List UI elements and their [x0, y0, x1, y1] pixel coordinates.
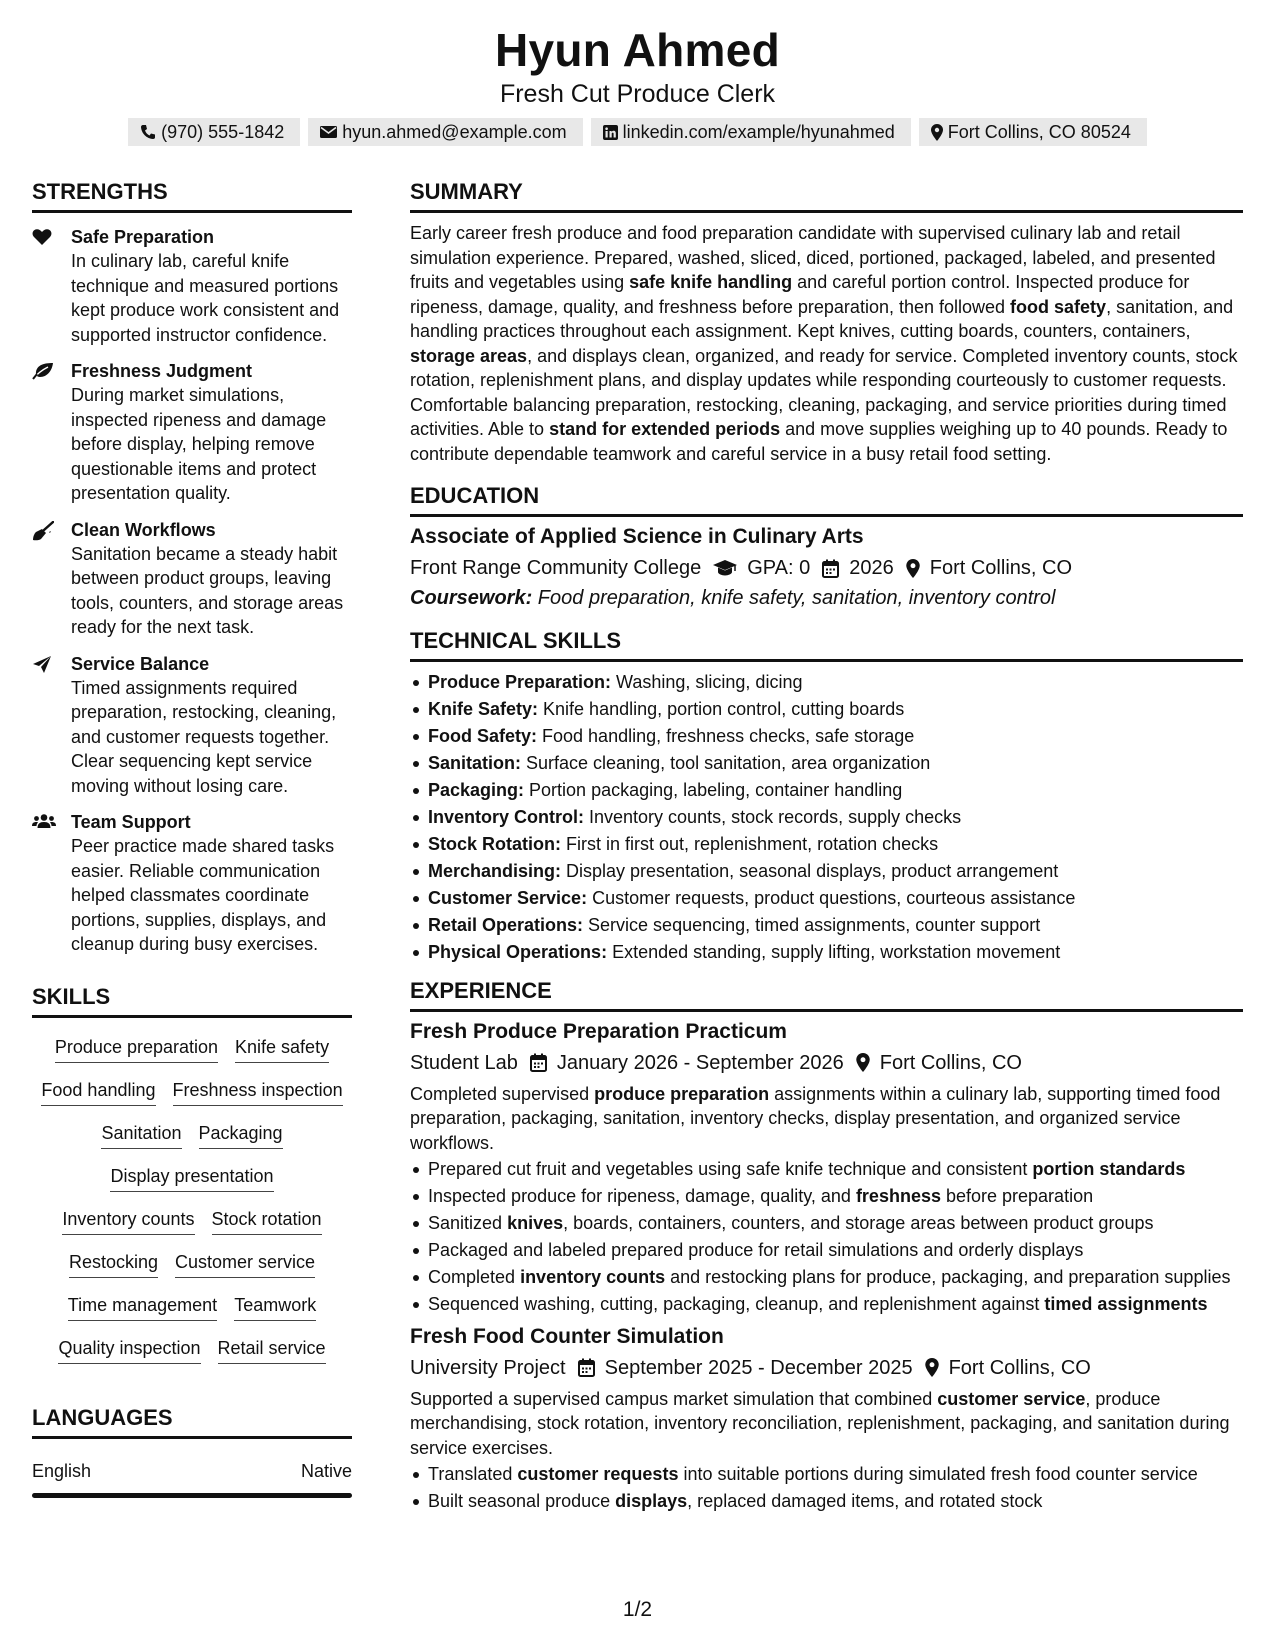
graduation-year: 2026 — [849, 557, 894, 579]
map-pin-icon — [906, 559, 920, 578]
technical-skill-label: Retail Operations: — [428, 915, 584, 935]
job-bullet — [410, 1265, 1243, 1290]
candidate-name: Hyun Ahmed — [495, 24, 780, 76]
strength-item — [32, 652, 352, 799]
location-text: Fort Collins, CO 80524 — [947, 121, 1131, 142]
skill-tag: Sanitation — [101, 1121, 181, 1149]
degree-title: Associate of Applied Science in Culinary Arts — [410, 525, 864, 548]
emphasis-text: customer service — [937, 1388, 1086, 1409]
skill-tag: Knife safety — [235, 1035, 329, 1063]
strength-text: Peer practice made shared tasks easier. Reliable communication helped classmates coordinate portions, supplies, displays, and cleanup during busy exercises. — [71, 836, 335, 954]
technical-skill-item — [410, 724, 1243, 749]
job-bullet — [410, 1211, 1243, 1236]
technical-skill-item — [410, 886, 1243, 911]
text-run: into suitable portions during simulated fresh food counter service — [678, 1464, 1198, 1484]
technical-skill-value: Knife handling, portion control, cutting boards — [538, 699, 905, 719]
technical-skill-label: Sanitation: — [428, 753, 521, 773]
calendar-icon — [530, 1053, 547, 1072]
skill-tag: Inventory counts — [62, 1207, 194, 1235]
text-run: Packaged and labeled prepared produce for retail simulations and orderly displays — [428, 1240, 1084, 1260]
technical-skill-value: Surface cleaning, tool sanitation, area organization — [521, 753, 931, 773]
text-run: , and displays clean, organized, and ready for service. Completed inventory counts, stock rotation, replenishment plans, and display updates while responding courteously to customer requests. Comfortable balancing preparation, restocking, cleaning, packaging, and service priorities during timed activities. Able to — [410, 345, 1238, 439]
users-icon — [32, 813, 56, 830]
technical-skill-item — [410, 751, 1243, 776]
technical-skill-value: Service sequencing, timed assignments, counter support — [583, 915, 1041, 935]
emphasis-text: displays — [615, 1491, 688, 1511]
phone-text: (970) 555-1842 — [161, 121, 285, 142]
emphasis-text: knives — [507, 1213, 564, 1233]
job-summary — [410, 1387, 1243, 1461]
summary-text — [410, 221, 1243, 466]
text-run: , produce merchandising, stock rotation, inventory reconciliation, replenishment, packaging, and sanitation during service exercises. — [410, 1388, 1230, 1458]
strength-item — [32, 518, 352, 640]
skills-heading: SKILLS — [32, 983, 352, 1018]
calendar-icon — [822, 559, 839, 578]
right-column — [410, 178, 1243, 1516]
contact-bar — [0, 118, 1275, 146]
emphasis-text: portion standards — [1032, 1159, 1186, 1179]
text-run: Completed supervised — [410, 1083, 595, 1104]
job-meta — [410, 1048, 1243, 1078]
graduation-cap-icon — [713, 559, 737, 577]
experience-entry — [410, 1018, 1243, 1317]
text-run: Completed — [428, 1267, 521, 1287]
strength-item — [32, 810, 352, 957]
coursework — [410, 583, 1243, 613]
strengths-heading: STRENGTHS — [32, 178, 352, 213]
strength-text: During market simulations, inspected ripeness and damage before display, helping remove questionable items and protect presentation quality. — [71, 385, 327, 503]
technical-skill-item — [410, 859, 1243, 884]
linkedin-icon — [603, 125, 618, 140]
strength-item — [32, 359, 352, 506]
text-run: , sanitation, and handling practices throughout each assignment. Kept knives, cutting boards, counters, containers, — [410, 296, 1234, 341]
language-level: Native — [300, 1460, 352, 1481]
text-run: , replaced damaged items, and rotated stock — [687, 1491, 1043, 1511]
map-pin-icon — [931, 124, 943, 141]
contact-phone[interactable] — [128, 118, 300, 146]
education-meta — [410, 553, 1243, 583]
technical-skill-item — [410, 670, 1243, 695]
skill-tag: Packaging — [199, 1121, 283, 1149]
map-pin-icon — [925, 1358, 939, 1377]
leaf-icon — [32, 362, 54, 380]
summary-section — [410, 178, 1243, 466]
skills-section — [32, 983, 352, 1364]
map-pin-icon — [856, 1053, 870, 1072]
broom-icon — [32, 521, 54, 541]
text-run: and move supplies weighing up to 40 pounds. Ready to contribute dependable teamwork and careful service in a busy retail food setting. — [410, 419, 1228, 464]
skill-tag: Produce preparation — [55, 1035, 218, 1063]
technical-skill-label: Customer Service: — [428, 888, 588, 908]
skill-tag: Display presentation — [110, 1164, 273, 1192]
skill-tag: Food handling — [41, 1078, 155, 1106]
technical-skill-item — [410, 913, 1243, 938]
skill-tag: Customer service — [175, 1250, 315, 1278]
job-title: Fresh Produce Preparation Practicum — [410, 1019, 787, 1043]
strength-title: Team Support — [71, 812, 191, 832]
skill-tag: Restocking — [69, 1250, 158, 1278]
job-meta — [410, 1353, 1243, 1383]
skill-tag: Time management — [68, 1293, 217, 1321]
technical-skill-item — [410, 805, 1243, 830]
languages-heading: LANGUAGES — [32, 1404, 352, 1439]
text-run: Prepared cut fruit and vegetables using safe knife technique and consistent — [428, 1159, 1033, 1179]
technical-skill-label: Inventory Control: — [428, 807, 584, 827]
technical-skill-value: Inventory counts, stock records, supply checks — [584, 807, 962, 827]
experience-section — [410, 977, 1243, 1514]
page-number: 1/2 — [622, 1598, 653, 1621]
skill-tag: Freshness inspection — [173, 1078, 343, 1106]
job-bullet — [410, 1292, 1243, 1317]
paper-plane-icon — [32, 655, 52, 674]
email-text: hyun.ahmed@example.com — [342, 121, 567, 142]
language-name: English — [32, 1460, 92, 1481]
strength-text: Timed assignments required preparation, restocking, cleaning, and customer requests together. Clear sequencing kept service moving without losing care. — [71, 677, 337, 796]
emphasis-text: freshness — [855, 1186, 941, 1206]
emphasis-text: food safety — [1010, 296, 1107, 317]
coursework-text: Food preparation, knife safety, sanitation, inventory control — [532, 587, 1056, 609]
emphasis-text: customer requests — [517, 1464, 679, 1484]
job-dates: January 2026 - September 2026 — [556, 1051, 844, 1074]
technical-skill-item — [410, 778, 1243, 803]
technical-skill-label: Physical Operations: — [428, 942, 608, 962]
job-bullets — [410, 1157, 1243, 1317]
education-location: Fort Collins, CO — [929, 557, 1072, 579]
job-bullet — [410, 1184, 1243, 1209]
job-bullet — [410, 1489, 1243, 1514]
contact-linkedin[interactable] — [591, 118, 911, 146]
text-run: Built seasonal produce — [428, 1491, 616, 1511]
technical-skill-item — [410, 832, 1243, 857]
skill-tag: Retail service — [218, 1336, 326, 1364]
technical-skill-value: Customer requests, product questions, courteous assistance — [587, 888, 1076, 908]
phone-icon — [140, 124, 156, 140]
text-run: Early career fresh produce and food preparation candidate with supervised culinary lab and retail simulation experience. Prepared, washed, sliced, diced, portioned, packaged, labeled, and presented fruits and vegetables using — [410, 223, 1216, 292]
heart-icon — [32, 228, 52, 246]
job-summary — [410, 1082, 1243, 1156]
technical-skill-label: Produce Preparation: — [428, 672, 612, 692]
job-bullet — [410, 1157, 1243, 1182]
text-run: Inspected produce for ripeness, damage, quality, and — [428, 1186, 856, 1206]
technical-skill-value: Display presentation, seasonal displays, product arrangement — [561, 861, 1059, 881]
technical-skill-item — [410, 940, 1243, 965]
strength-title: Service Balance — [71, 653, 210, 674]
technical-skill-value: Washing, slicing, dicing — [611, 672, 803, 692]
strength-title: Clean Workflows — [71, 519, 216, 540]
strength-item — [32, 225, 352, 347]
gpa-text: GPA: 0 — [747, 557, 811, 579]
text-run: Supported a supervised campus market simulation that combined — [410, 1388, 938, 1409]
text-run: and careful portion control. Inspected produce for ripeness, damage, quality, and freshness before preparation, then followed — [410, 272, 1190, 317]
technical-skill-value: First in first out, replenishment, rotation checks — [561, 834, 939, 854]
job-location: Fort Collins, CO — [879, 1051, 1022, 1074]
technical-skill-label: Merchandising: — [428, 861, 562, 881]
text-run: Sequenced washing, cutting, packaging, cleanup, and replenishment against — [428, 1294, 1045, 1314]
technical-skill-label: Knife Safety: — [428, 699, 539, 719]
text-run: before preparation — [940, 1186, 1094, 1206]
strength-title: Safe Preparation — [71, 227, 215, 247]
skill-tag: Stock rotation — [212, 1207, 322, 1235]
left-column — [32, 178, 352, 1498]
languages-section — [32, 1404, 352, 1498]
contact-email[interactable] — [308, 118, 582, 146]
job-bullet — [410, 1238, 1243, 1263]
job-location: Fort Collins, CO — [948, 1356, 1091, 1379]
linkedin-text: linkedin.com/example/hyunahmed — [622, 121, 895, 142]
strength-text: In culinary lab, careful knife technique and measured portions kept produce work consistent and supported instructor confidence. — [71, 251, 340, 345]
technical-skills-section — [410, 627, 1243, 965]
job-org: Student Lab — [410, 1051, 518, 1074]
job-org: University Project — [410, 1356, 566, 1379]
strength-text: Sanitation became a steady habit between product groups, leaving tools, counters, and storage areas ready for the next task. — [71, 543, 344, 637]
school-name: Front Range Community College — [410, 557, 702, 579]
resume-header — [0, 22, 1275, 146]
job-title: Fresh Food Counter Simulation — [410, 1324, 724, 1348]
technical-skill-label: Packaging: — [428, 780, 525, 800]
emphasis-text: safe knife handling — [629, 272, 793, 292]
contact-location — [919, 118, 1147, 146]
skills-list — [32, 1035, 352, 1364]
education-heading: EDUCATION — [410, 482, 1243, 517]
strengths-section — [32, 178, 352, 957]
experience-heading: EXPERIENCE — [410, 977, 1243, 1012]
text-run: and restocking plans for produce, packaging, and preparation supplies — [665, 1267, 1231, 1287]
envelope-icon — [320, 125, 337, 139]
technical-skill-value: Portion packaging, labeling, container handling — [524, 780, 903, 800]
technical-skills-heading: TECHNICAL SKILLS — [410, 627, 1243, 662]
summary-heading: SUMMARY — [410, 178, 1243, 213]
text-run: , boards, containers, counters, and storage areas between product groups — [563, 1213, 1154, 1233]
text-run: assignments within a culinary lab, supporting timed food preparation, packaging, sanitation, inventory checks, display presentation, and organized service workflows. — [410, 1083, 1221, 1153]
experience-entry — [410, 1323, 1243, 1514]
technical-skill-item — [410, 697, 1243, 722]
technical-skills-list — [410, 670, 1243, 965]
emphasis-text: produce preparation — [594, 1083, 770, 1104]
job-dates: September 2025 - December 2025 — [604, 1356, 913, 1379]
language-row — [32, 1459, 352, 1483]
language-level-bar — [32, 1493, 352, 1498]
candidate-role: Fresh Cut Produce Clerk — [499, 80, 776, 108]
job-bullet — [410, 1462, 1243, 1487]
technical-skill-label: Food Safety: — [428, 726, 538, 746]
strength-title: Freshness Judgment — [71, 361, 253, 381]
emphasis-text: stand for extended periods — [549, 419, 781, 439]
emphasis-text: inventory counts — [520, 1267, 666, 1287]
emphasis-text: timed assignments — [1044, 1294, 1208, 1314]
emphasis-text: storage areas — [410, 345, 528, 366]
technical-skill-value: Food handling, freshness checks, safe storage — [537, 726, 915, 746]
technical-skill-label: Stock Rotation: — [428, 834, 561, 854]
education-section — [410, 482, 1243, 613]
coursework-label: Coursework: — [410, 587, 533, 609]
job-bullets — [410, 1462, 1243, 1514]
calendar-icon — [578, 1358, 595, 1377]
text-run: Translated — [428, 1464, 518, 1484]
skill-tag: Quality inspection — [58, 1336, 200, 1364]
technical-skill-value: Extended standing, supply lifting, workstation movement — [607, 942, 1061, 962]
text-run: Sanitized — [428, 1213, 508, 1233]
skill-tag: Teamwork — [234, 1293, 316, 1321]
